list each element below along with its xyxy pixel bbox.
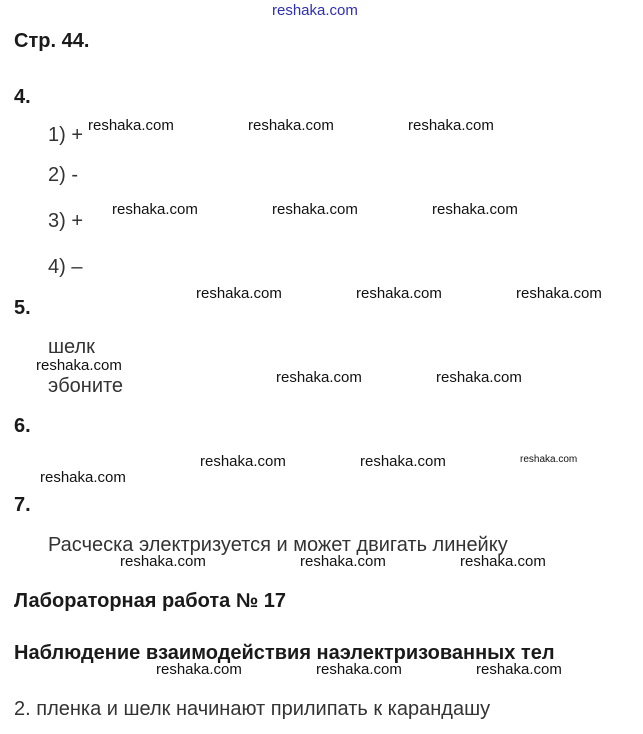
lab-title: Лабораторная работа № 17 [14, 590, 286, 612]
watermark-text: reshaka.com [476, 661, 562, 678]
watermark-text-small: reshaka.com [520, 454, 578, 465]
task-4-number: 4. [14, 86, 31, 108]
watermark-text: reshaka.com [276, 369, 362, 386]
task-5-number: 5. [14, 297, 31, 319]
watermark-text: reshaka.com [432, 201, 518, 218]
watermark-text: reshaka.com [356, 285, 442, 302]
watermark-text: reshaka.com [300, 553, 386, 570]
watermark-text: reshaka.com [88, 117, 174, 134]
task-5-answer-2: эбоните [48, 375, 124, 397]
task-4-answer-3: 3) + [48, 210, 84, 232]
watermark-text: reshaka.com [200, 453, 286, 470]
page-label: Стр. 44. [14, 30, 90, 52]
watermark-text: reshaka.com [460, 553, 546, 570]
task-4-answer-4: 4) – [48, 256, 83, 278]
watermark-text: reshaka.com [516, 285, 602, 302]
task-7-number: 7. [14, 494, 31, 516]
watermark-text: reshaka.com [272, 201, 358, 218]
task-5-answer-1: шелк [48, 336, 95, 358]
lab-answer: 2. пленка и шелк начинают прилипать к карандашу [14, 698, 491, 720]
watermark-text: reshaka.com [436, 369, 522, 386]
watermark-text: reshaka.com [316, 661, 402, 678]
task-4-answer-2: 2) - [48, 164, 78, 186]
top-watermark: reshaka.com [272, 2, 358, 19]
watermark-text: reshaka.com [40, 469, 126, 486]
lab-subtitle: Наблюдение взаимодействия наэлектризованных тел [14, 642, 555, 664]
watermark-text: reshaka.com [360, 453, 446, 470]
watermark-text: reshaka.com [120, 553, 206, 570]
watermark-text: reshaka.com [112, 201, 198, 218]
task-6-number: 6. [14, 415, 31, 437]
task-4-answer-1: 1) + [48, 124, 84, 146]
watermark-text: reshaka.com [36, 357, 122, 374]
watermark-text: reshaka.com [196, 285, 282, 302]
watermark-text: reshaka.com [156, 661, 242, 678]
watermark-text: reshaka.com [248, 117, 334, 134]
task-7-answer: Расческа электризуется и может двигать линейку [48, 534, 508, 556]
watermark-text: reshaka.com [408, 117, 494, 134]
